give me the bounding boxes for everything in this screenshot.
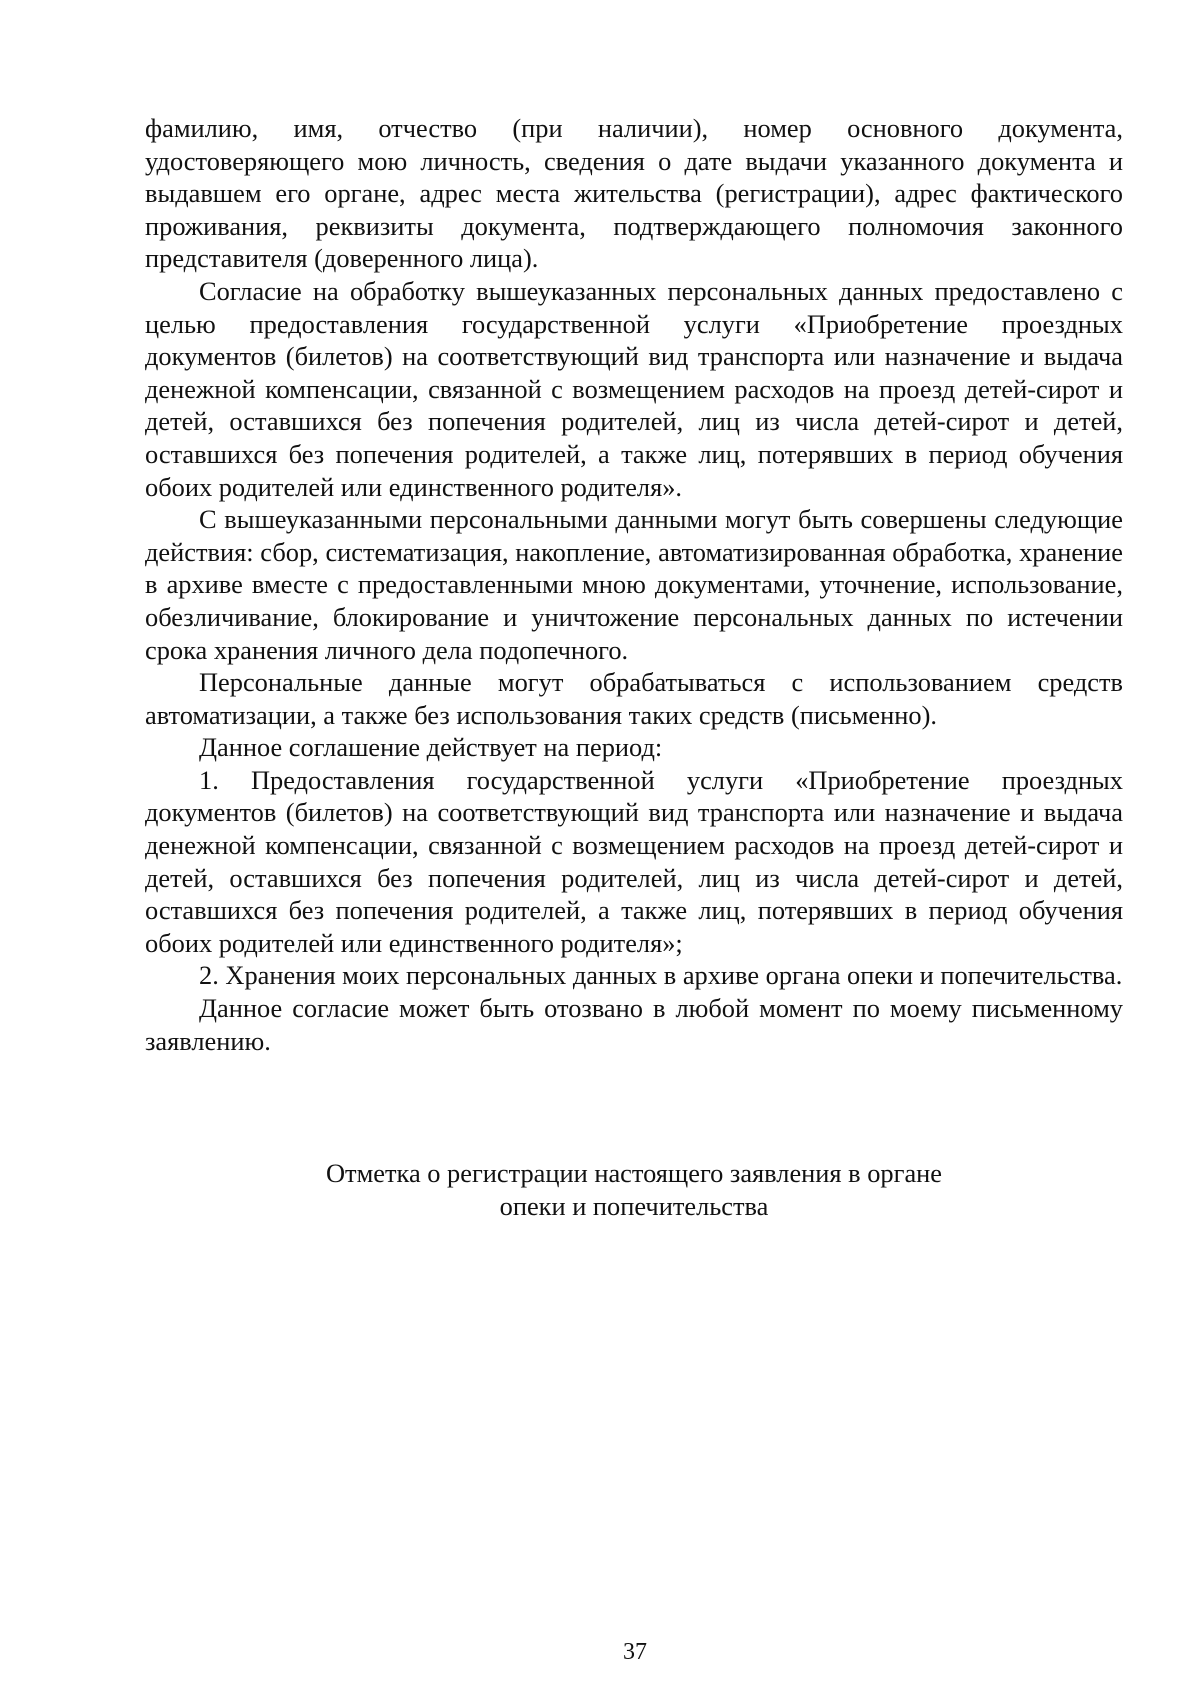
document-body <box>145 112 1123 1057</box>
paragraph-allowed-actions: С вышеуказанными персональными данными могут быть совершены следующие действия: сбор, систематизация, накопление, автоматизированная обработка, хранение в архиве вместе с предоставленными мною документами, уточнение, использование, обезличивание, блокирование и уничтожение персональных данных по истечении срока хранения личного дела подопечного. <box>145 504 1123 665</box>
paragraph-consent-purpose: Согласие на обработку вышеуказанных персональных данных предоставлено с целью предоставления государственной услуги «Приобретение проездных документов (билетов) на соответствующий вид транспорта или назначение и выдача денежной компенсации, связанной с возмещением расходов на проезд детей-сирот и детей, оставшихся без попечения родителей, лиц из числа детей-сирот и детей, оставшихся без попечения родителей, а также лиц, потерявших в период обучения обоих родителей или единственного родителя». <box>145 275 1123 502</box>
paragraph-validity-period-intro: Данное соглашение действует на период: <box>199 732 663 763</box>
paragraph-processing-means: Персональные данные могут обрабатываться с использованием средств автоматизации, а также без использования таких средств (письменно). <box>145 667 1123 730</box>
paragraph-personal-data-list: фамилию, имя, отчество (при наличии), номер основного документа, удостоверяющего мою личность, сведения о дате выдачи указанного документа и выдавшем его органе, адрес места жительства (регистрации), адрес фактического проживания, реквизиты документа, подтверждающего полномочия законного представителя (доверенного лица). <box>145 113 1123 274</box>
registration-note <box>145 1157 1123 1222</box>
paragraph-revocation: Данное согласие может быть отозвано в любой момент по моему письменному заявлению. <box>145 993 1123 1056</box>
page-number: 37 <box>623 1639 647 1665</box>
registration-note-line-1: Отметка о регистрации настоящего заявления в органе <box>325 1158 942 1188</box>
paragraph-period-item-1: 1. Предоставления государственной услуги «Приобретение проездных документов (билетов) на соответствующий вид транспорта или назначение и выдача денежной компенсации, связанной с возмещением расходов на проезд детей-сирот и детей, оставшихся без попечения родителей, лиц из числа детей-сирот и детей, оставшихся без попечения родителей, а также лиц, потерявших в период обучения обоих родителей или единственного родителя»; <box>145 764 1123 958</box>
registration-note-line-2: опеки и попечительства <box>499 1190 769 1221</box>
paragraph-period-item-2: 2. Хранения моих персональных данных в архиве органа опеки и попечительства. <box>199 960 1123 991</box>
